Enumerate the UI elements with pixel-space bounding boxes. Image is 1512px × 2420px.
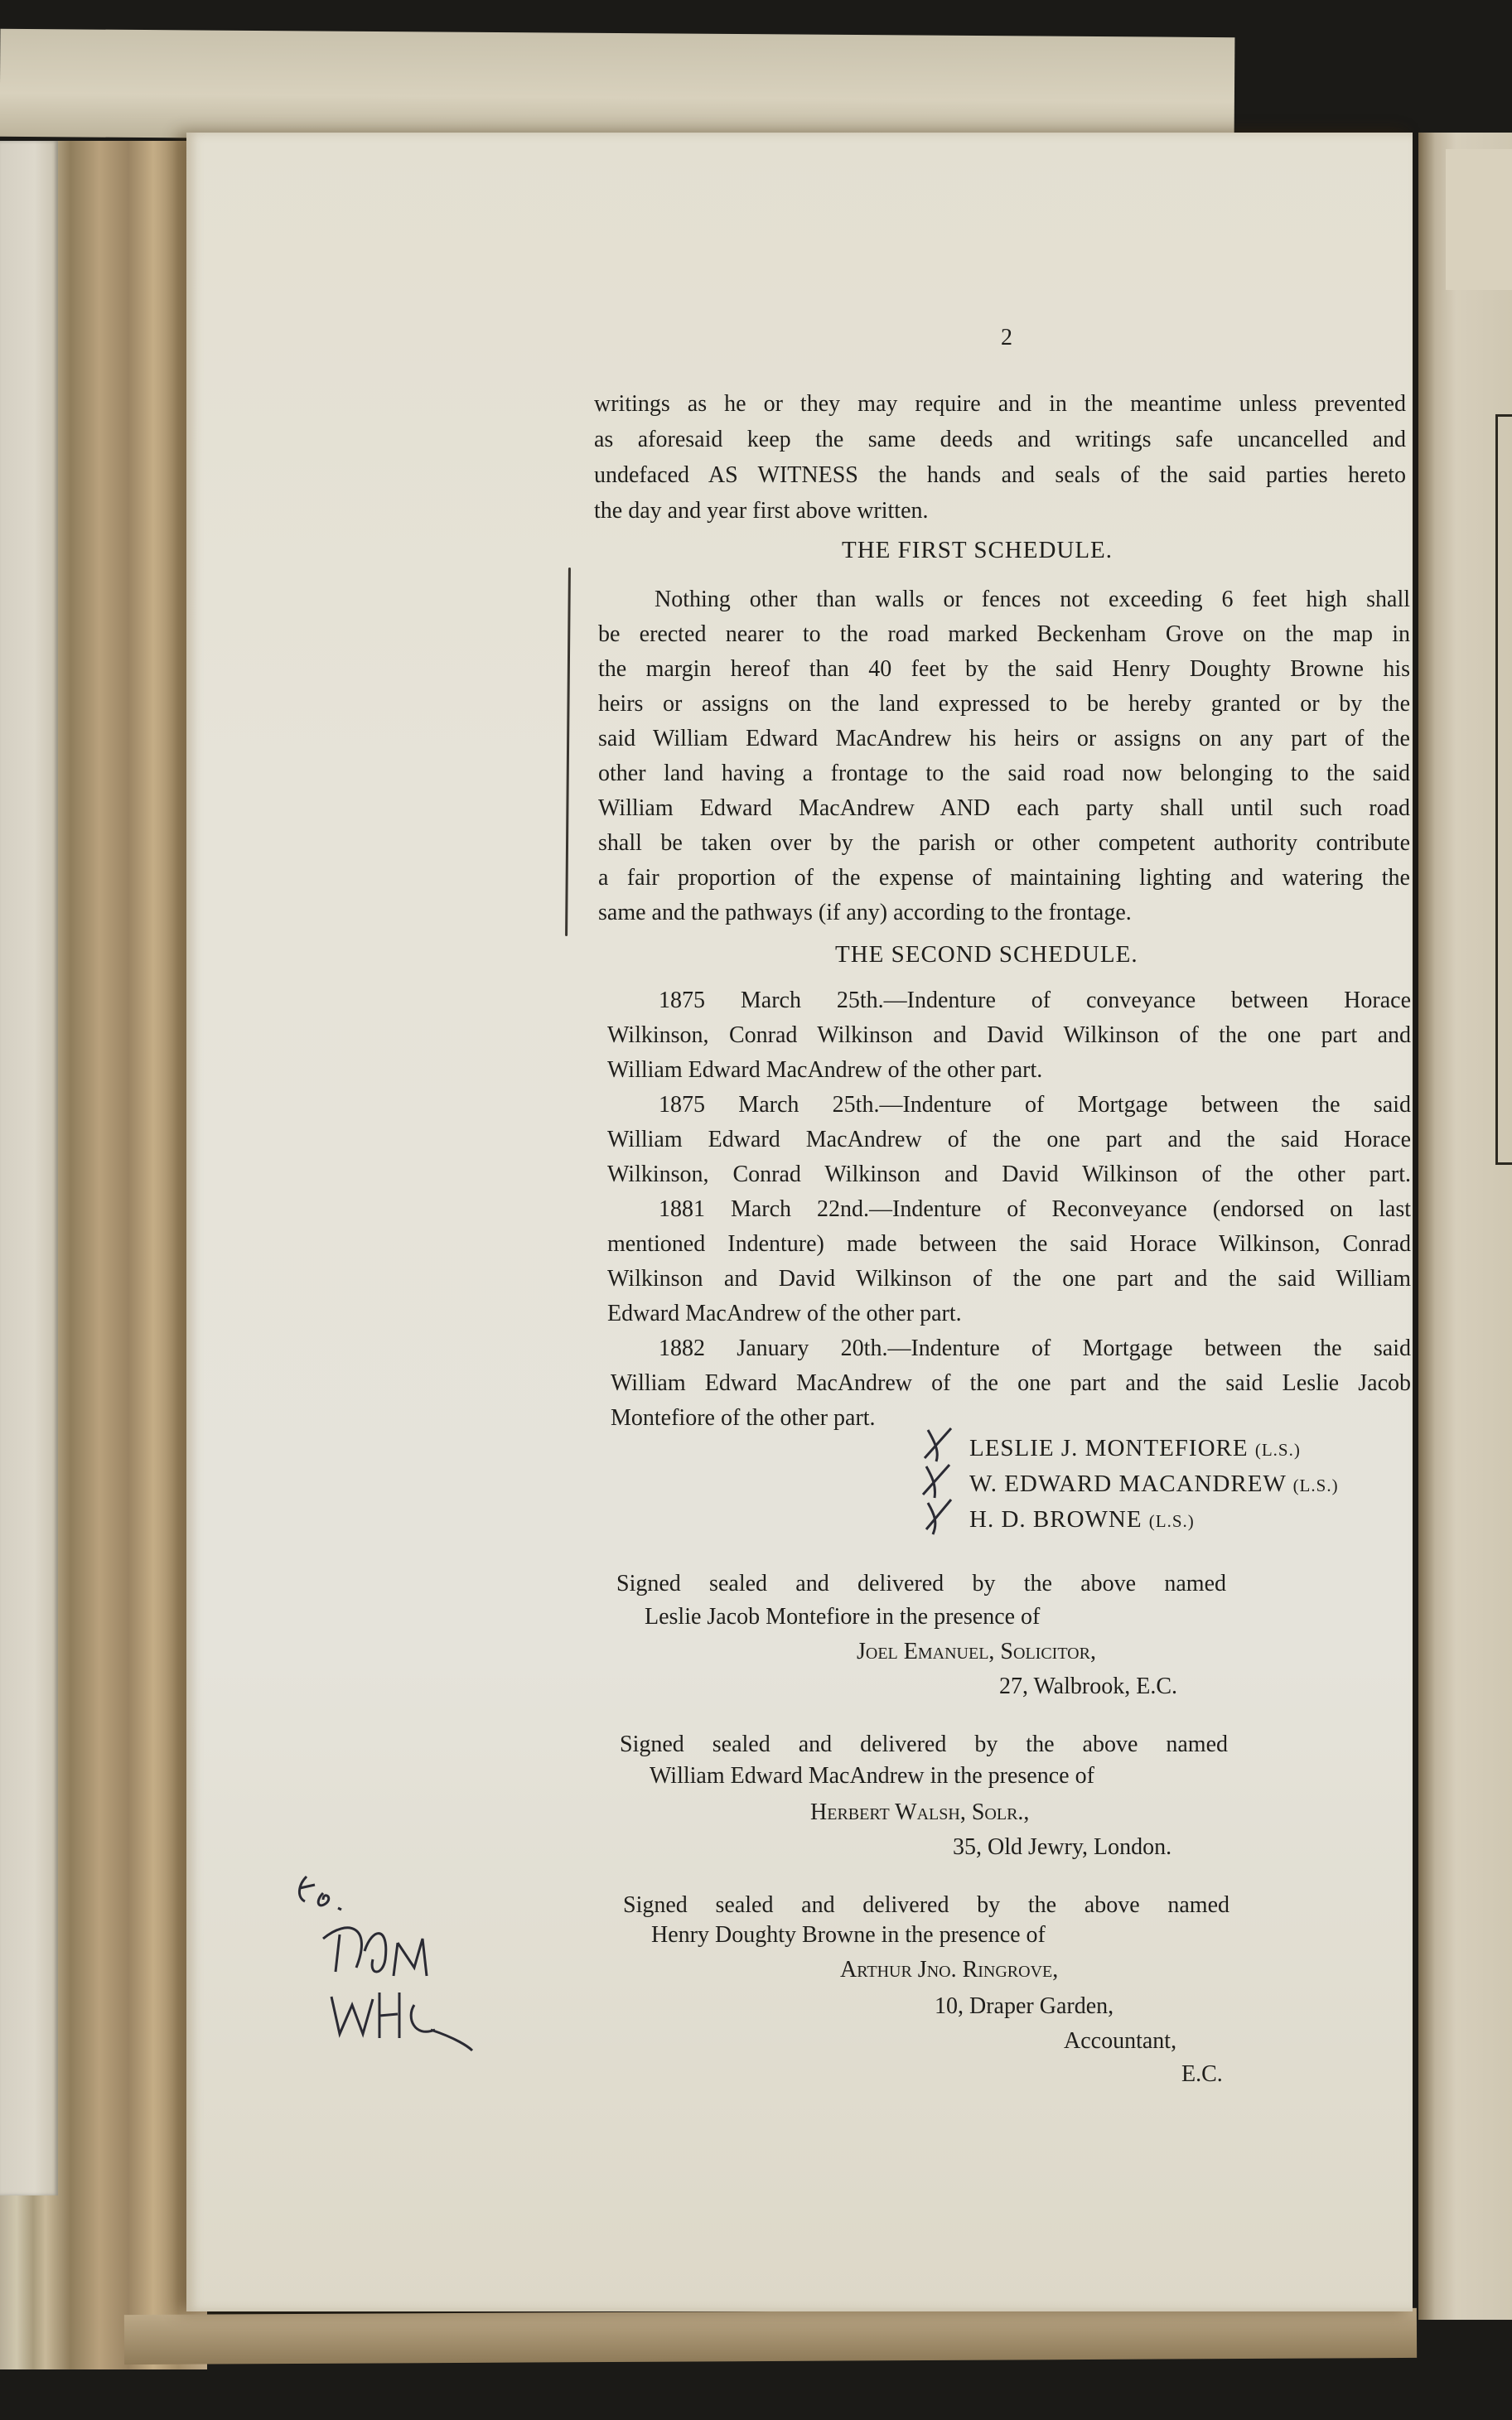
left-page-edge [0,141,58,2195]
first-schedule-line: a fair proportion of the expense of maintaining lighting and watering the [598,865,1410,891]
second-schedule-line: Wilkinson, Conrad Wilkinson and David Wilkinson of the other part. [607,1162,1411,1187]
witness-address: E.C. [1181,2061,1223,2087]
witness-occupation: Accountant, [1064,2028,1177,2054]
second-schedule-line: 1881 March 22nd.—Indenture of Reconveyance (endorsed on last [659,1196,1411,1222]
signatory-name: LESLIE J. MONTEFIORE [969,1435,1249,1461]
witness-address: 27, Walbrook, E.C. [999,1674,1177,1699]
signatory-montefiore [969,1435,1301,1462]
attestation-line: Henry Doughty Browne in the presence of [651,1922,1046,1948]
opening-line: writings as he or they may require and in the meantime unless prevented [594,391,1406,417]
first-schedule-line: other land having a frontage to the said road now belonging to the said [598,761,1410,786]
second-schedule-line: Edward MacAndrew of the other part. [607,1301,962,1326]
page-number: 2 [1001,325,1012,350]
second-schedule-line: William Edward MacAndrew of the other part. [607,1057,1043,1083]
page-bottom-edge [124,2308,1417,2364]
signatory-browne [969,1506,1195,1534]
first-schedule-heading: THE FIRST SCHEDULE. [842,537,1113,563]
attestation-line: Signed sealed and delivered by the above named [623,1892,1229,1918]
first-schedule-line: Nothing other than walls or fences not exceeding 6 feet high shall [655,587,1410,612]
first-schedule-line: the margin hereof than 40 feet by the said Henry Doughty Browne his [598,656,1410,682]
first-schedule-line: heirs or assigns on the land expressed to be hereby granted or by the [598,691,1410,717]
seal-mark: (L.S.) [1148,1511,1195,1531]
attestation-line: Leslie Jacob Montefiore in the presence of [645,1604,1041,1630]
second-schedule-line: 1882 January 20th.—Indenture of Mortgage between the said [659,1336,1411,1361]
second-schedule-line: Wilkinson, Conrad Wilkinson and David Wilkinson of the one part and [607,1022,1411,1048]
opening-line: undefaced AS WITNESS the hands and seals of the said parties hereto [594,462,1406,488]
second-schedule-heading: THE SECOND SCHEDULE. [835,941,1138,968]
first-schedule-line: be erected nearer to the road marked Beckenham Grove on the map in [598,621,1410,647]
opening-line: the day and year first above written. [594,498,929,524]
witness-address: 10, Draper Garden, [935,1993,1114,2019]
second-schedule-line: mentioned Indenture) made between the said Horace Wilkinson, Conrad [607,1231,1411,1257]
witness-name: Herbert Walsh, Solr., [810,1799,1030,1825]
pencil-cross-marks [918,1423,968,1556]
signatory-name: H. D. BROWNE [969,1506,1142,1533]
attestation-line: Signed sealed and delivered by the above named [620,1732,1228,1757]
witness-address: 35, Old Jewry, London. [953,1834,1172,1860]
second-schedule-line: Wilkinson and David Wilkinson of the one part and the said William [607,1266,1411,1292]
second-schedule-line: 1875 March 25th.—Indenture of Mortgage between the said [659,1092,1411,1118]
first-schedule-line: same and the pathways (if any) according to the frontage. [598,900,1132,925]
first-schedule-line: shall be taken over by the parish or other competent authority contribute [598,830,1410,856]
second-schedule-line: Montefiore of the other part. [611,1405,876,1431]
first-schedule-line: William Edward MacAndrew AND each party shall until such road [598,795,1410,821]
first-schedule-line: said William Edward MacAndrew his heirs or assigns on any part of the [598,726,1410,751]
witness-name: Arthur Jno. Ringrove, [840,1957,1059,1983]
opening-line: as aforesaid keep the same deeds and writings safe uncancelled and [594,427,1406,452]
second-schedule-line: 1875 March 25th.—Indenture of conveyance between Horace [659,988,1411,1013]
attestation-line: Signed sealed and delivered by the above named [616,1571,1226,1596]
signatory-macandrew [969,1471,1339,1498]
back-sheet [0,29,1234,145]
signatory-name: W. EDWARD MACANDREW [969,1471,1287,1497]
witness-name: Joel Emanuel, Solicitor, [857,1639,1096,1664]
attestation-line: William Edward MacAndrew in the presence of [650,1763,1094,1789]
second-schedule-line: William Edward MacAndrew of the one part and the said Leslie Jacob [611,1370,1411,1396]
handwritten-initials [290,1860,481,2059]
seal-mark: (L.S.) [1254,1440,1301,1460]
second-schedule-line: William Edward MacAndrew of the one part and the said Horace [607,1127,1411,1152]
seal-mark: (L.S.) [1292,1476,1339,1495]
facing-page-top [1446,149,1512,290]
facing-page-border [1495,414,1512,1165]
